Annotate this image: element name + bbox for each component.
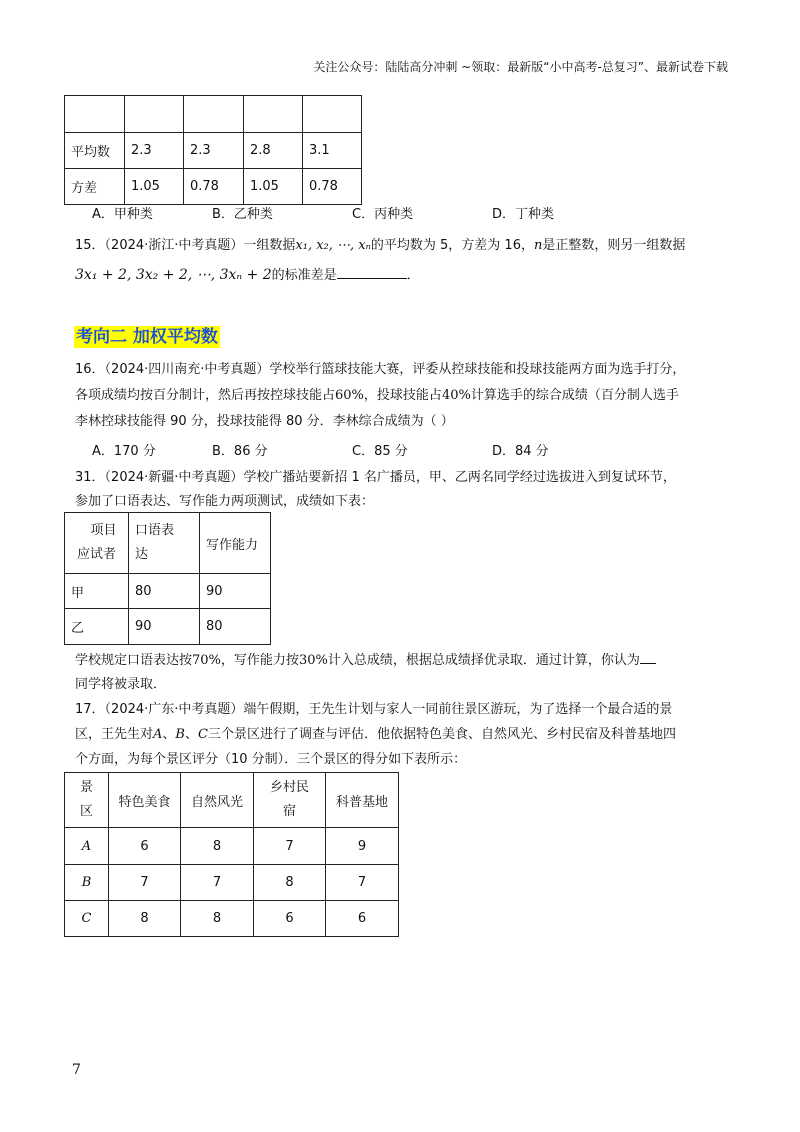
math-expression: 3x₁ + 2, 3x₂ + 2, ⋯, 3xₙ + 2 (75, 267, 272, 283)
table-cell: 2.8 (244, 133, 303, 169)
table-cell: 90 (200, 574, 271, 609)
table-cell: 7 (109, 865, 181, 901)
variance-table (64, 95, 362, 205)
table-cell: 6 (109, 828, 181, 865)
question-16-line1: 16．（2024·四川南充·中考真题）学校举行篮球技能大赛，评委从控球技能和投球技能两方面为选手打分， (75, 362, 686, 377)
table-cell: 80 (129, 574, 200, 609)
table-cell: 8 (109, 901, 181, 937)
option-b: B．86 分 (212, 444, 268, 459)
table-cell: 2.3 (125, 133, 184, 169)
question-31-line2: 参加了口语表达、写作能力两项测试，成绩如下表： (75, 494, 375, 509)
question-31-line4: 同学将被录取． (75, 677, 167, 692)
question-17-line3: 个方面，为每个景区评分（10 分制）．三个景区的得分如下表所示： (75, 752, 467, 767)
table-cell: 1.05 (244, 169, 303, 205)
table-cell: 90 (129, 609, 200, 645)
table-cell: 乙 (65, 609, 129, 645)
table-header: 特色美食 (109, 773, 181, 828)
table-cell: 7 (326, 865, 399, 901)
option-a: A．甲种类 (92, 207, 153, 222)
question-31-line3: 学校规定口语表达按70%，写作能力按30%计入总成绩，根据总成绩择优录取．通过计算，你认为 (75, 649, 656, 668)
option-c: C．85 分 (352, 444, 408, 459)
table-header: 写作能力 (200, 513, 271, 574)
table-cell: 3.1 (303, 133, 362, 169)
table-cell: 80 (200, 609, 271, 645)
option-d: D．84 分 (492, 444, 549, 459)
table-cell: 9 (326, 828, 399, 865)
table-cell: 0.78 (303, 169, 362, 205)
section-title: 考向二 加权平均数 (76, 327, 218, 347)
table-cell: 方差 (65, 169, 125, 205)
table-cell (184, 96, 244, 133)
option-b: B．乙种类 (212, 207, 273, 222)
table-cell (244, 96, 303, 133)
table-cell (303, 96, 362, 133)
option-c: C．丙种类 (352, 207, 414, 222)
table-cell: C (65, 901, 109, 937)
table-cell: 7 (254, 828, 326, 865)
table-cell: 0.78 (184, 169, 244, 205)
table-cell: 2.3 (184, 133, 244, 169)
table-header: 科普基地 (326, 773, 399, 828)
table-header: 自然风光 (181, 773, 254, 828)
table-cell: 6 (254, 901, 326, 937)
page-header: 关注公众号：陆陆高分冲刺 ~领取：最新版“小中高考-总复习”、最新试卷下载 (313, 60, 728, 74)
scenic-score-table (64, 772, 399, 937)
table-header: 景 区 (65, 773, 109, 828)
option-d: D．丁种类 (492, 207, 555, 222)
question-16-line3: 李林控球技能得 90 分，投球技能得 80 分．李林综合成绩为（ ） (75, 414, 454, 429)
table-cell: 1.05 (125, 169, 184, 205)
table-cell: 6 (326, 901, 399, 937)
math-data-set: x₁, x₂, ⋯, xₙ (295, 238, 371, 253)
table-cell: 8 (181, 828, 254, 865)
table-header: 乡村民 宿 (254, 773, 326, 828)
table-cell: 8 (181, 901, 254, 937)
table-cell: 平均数 (65, 133, 125, 169)
option-a: A．170 分 (92, 444, 156, 459)
question-16-line2: 各项成绩均按百分制计，然后再按控球技能占60%，投球技能占40%计算选手的综合成绩（百分制人选手 (75, 388, 679, 403)
table-cell (65, 96, 125, 133)
question-17-line1: 17．（2024·广东·中考真题）端午假期，王先生计划与家人一同前往景区游玩，为了选择一个最合适的景 (75, 702, 673, 717)
table-cell: 8 (254, 865, 326, 901)
table-cell (125, 96, 184, 133)
score-table (64, 512, 271, 645)
answer-blank[interactable] (640, 651, 656, 664)
table-cell: A (65, 828, 109, 865)
table-header: 口语表 达 (129, 513, 200, 574)
question-17-line2: 区，王先生对A、B、C三个景区进行了调查与评估．他依据特色美食、自然风光、乡村民宿及科普基地四 (75, 727, 676, 742)
table-cell: B (65, 865, 109, 901)
answer-blank[interactable] (337, 266, 407, 279)
page-number: 7 (72, 1062, 81, 1078)
table-cell: 7 (181, 865, 254, 901)
table-cell: 甲 (65, 574, 129, 609)
question-31-line1: 31．（2024·新疆·中考真题）学校广播站要新招 1 名广播员，甲、乙两名同学经过选拔进入到复试环节， (75, 470, 676, 485)
table-header-corner: 项目 应试者 (65, 513, 129, 574)
question-15-line1: 15．（2024·浙江·中考真题）一组数据x₁, x₂, ⋯, xₙ的平均数为 5，方差为 16，n是正整数，则另一组数据 (75, 238, 686, 253)
question-15-line2: 3x₁ + 2, 3x₂ + 2, ⋯, 3xₙ + 2的标准差是 ． (75, 267, 420, 283)
